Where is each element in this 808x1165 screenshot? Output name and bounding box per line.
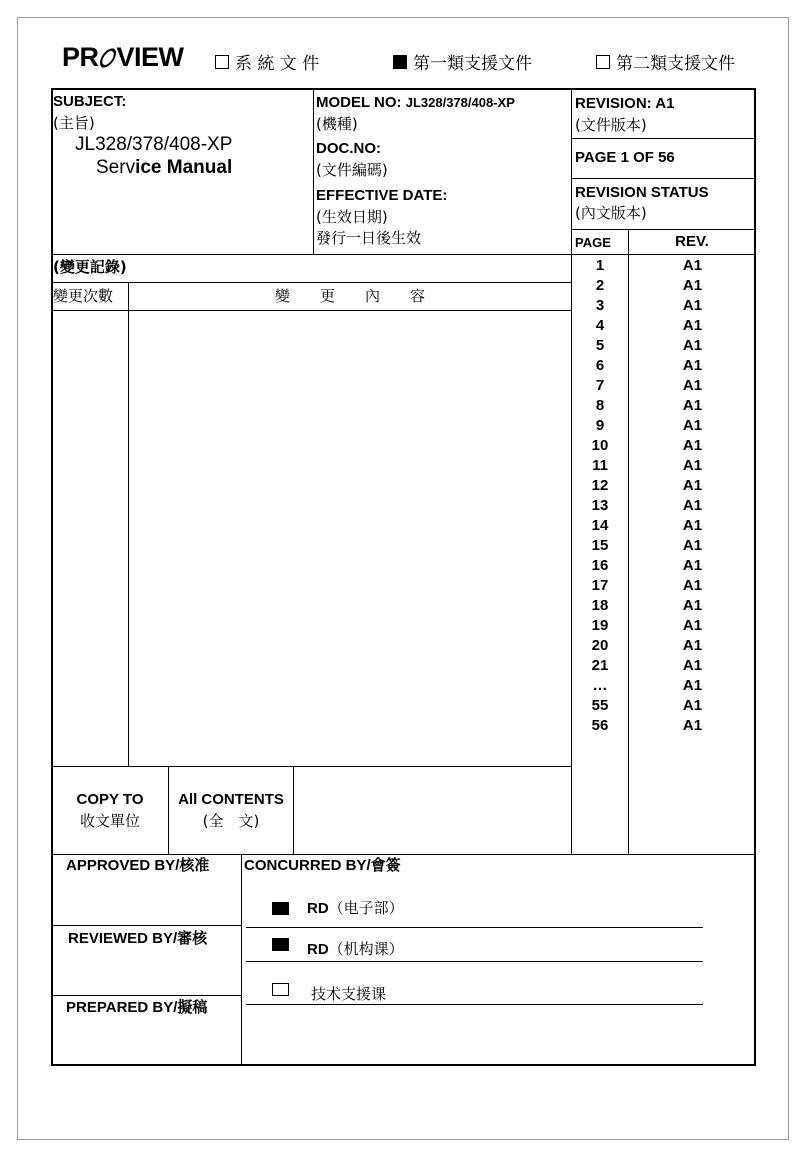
proview-logo: PR VIEW xyxy=(62,42,184,72)
revision-value: A1 xyxy=(682,677,703,694)
revision-value: A1 xyxy=(682,517,703,534)
revision-page: 14 xyxy=(591,517,609,534)
revision-value: A1 xyxy=(682,557,703,574)
revision-row xyxy=(571,456,756,476)
copy-to-label-cn: 收文單位 xyxy=(79,812,140,830)
revision-value: A1 xyxy=(682,397,703,414)
revision-row xyxy=(571,336,756,356)
change-record-label: (變更記錄) xyxy=(53,258,127,276)
page-info: PAGE 1 OF 56 xyxy=(575,149,675,166)
change-content-header: 變 更 內 容 xyxy=(274,287,425,305)
divider xyxy=(52,854,755,855)
revision-status-label-cn: (內文版本) xyxy=(575,204,647,222)
divider xyxy=(128,283,129,766)
revision-value: A1 xyxy=(682,577,703,594)
effective-date-label: EFFECTIVE DATE: xyxy=(316,187,448,204)
revision-status-list xyxy=(571,256,756,736)
checkbox-filled-icon xyxy=(272,902,289,915)
subject-label-cn: (主旨) xyxy=(53,114,95,132)
revision-row xyxy=(571,516,756,536)
revision-row xyxy=(571,396,756,416)
revision-page: 55 xyxy=(591,697,609,714)
divider xyxy=(52,310,571,311)
option-class1-support-doc[interactable] xyxy=(393,49,532,74)
option-label: 系 統 文 件 xyxy=(235,54,320,74)
checkbox-empty-icon xyxy=(215,55,229,69)
revision-row xyxy=(571,356,756,376)
revision-row xyxy=(571,376,756,396)
revision-page: … xyxy=(592,677,608,694)
col-page-header: PAGE xyxy=(575,235,611,250)
revision-value: A1 xyxy=(682,277,703,294)
revision-page: 4 xyxy=(595,317,605,334)
copy-to-value: All CONTENTS xyxy=(178,791,284,808)
model-no-field: MODEL NO: JL328/378/408-XP xyxy=(316,94,515,111)
subject-label: SUBJECT: xyxy=(53,93,127,110)
revision-page: 11 xyxy=(592,457,608,474)
option-label: 第一類支援文件 xyxy=(413,54,532,74)
revision-page: 2 xyxy=(595,277,605,294)
revision-row xyxy=(571,716,756,736)
revision-value: A1 xyxy=(682,377,703,394)
copy-to-label: COPY TO xyxy=(76,791,144,808)
revision-value: A1 xyxy=(682,297,703,314)
revision-value: A1 xyxy=(682,717,703,734)
revision-page: 1 xyxy=(595,257,605,274)
revision-row xyxy=(571,316,756,336)
revision-page: 17 xyxy=(591,577,609,594)
revision-page: 13 xyxy=(591,497,609,514)
checkbox-empty-icon xyxy=(272,983,289,996)
divider xyxy=(52,282,571,283)
revision-row xyxy=(571,276,756,296)
revision-value: A1 xyxy=(682,457,703,474)
checkbox-filled-icon xyxy=(272,938,289,951)
revision-page: 15 xyxy=(591,537,609,554)
revision-page: 21 xyxy=(591,657,609,674)
revision-row xyxy=(571,616,756,636)
revision-row xyxy=(571,636,756,656)
signature-line xyxy=(246,1004,703,1005)
checkbox-filled-icon xyxy=(393,55,407,69)
revision-value: A1 xyxy=(682,537,703,554)
prepared-by-label: PREPARED BY/擬稿 xyxy=(66,999,208,1016)
subject-title-line1: JL328/378/408-XP xyxy=(75,134,233,155)
revision-value: A1 xyxy=(682,477,703,494)
divider xyxy=(313,89,314,254)
option-label: 第二類支援文件 xyxy=(616,54,735,74)
doc-no-label: DOC.NO: xyxy=(316,140,381,157)
revision-value: A1 xyxy=(682,337,703,354)
checkbox-empty-icon xyxy=(596,55,610,69)
divider xyxy=(572,178,755,179)
signature-line xyxy=(246,927,703,928)
approved-by-label: APPROVED BY/核准 xyxy=(66,857,210,874)
revision-value: A1 xyxy=(682,697,703,714)
divider xyxy=(52,766,571,767)
revision-row xyxy=(571,476,756,496)
revision-row xyxy=(571,676,756,696)
revision-row xyxy=(571,436,756,456)
revision-page: 20 xyxy=(591,637,609,654)
revision-page: 7 xyxy=(595,377,605,394)
revision-row xyxy=(571,416,756,436)
divider xyxy=(572,229,755,230)
dept-checkbox-3 xyxy=(272,983,289,996)
revision-value: A1 xyxy=(682,657,703,674)
revision-row xyxy=(571,576,756,596)
subject-title-line2: Service Manual xyxy=(96,157,233,178)
doc-no-label-cn: (文件編碼) xyxy=(316,161,388,179)
revision-value: A1 xyxy=(682,437,703,454)
revision-label: REVISION: A1 xyxy=(575,95,675,112)
model-no-value: JL328/378/408-XP xyxy=(405,95,515,110)
revision-page: 6 xyxy=(595,357,605,374)
revision-page: 19 xyxy=(591,617,609,634)
revision-value: A1 xyxy=(682,257,703,274)
revision-page: 12 xyxy=(591,477,609,494)
revision-page: 5 xyxy=(595,337,605,354)
signature-line xyxy=(246,961,703,962)
divider xyxy=(293,767,294,854)
revision-page: 18 xyxy=(591,597,609,614)
concurred-by-label: CONCURRED BY/會簽 xyxy=(244,857,401,874)
dept-rd-electronics: RD（电子部） xyxy=(307,899,404,917)
change-count-header: 變更次數 xyxy=(53,287,114,305)
effective-date-value: 發行一日後生效 xyxy=(316,229,422,247)
revision-row xyxy=(571,696,756,716)
revision-page: 10 xyxy=(591,437,609,454)
model-label-cn: (機種) xyxy=(316,115,358,133)
revision-value: A1 xyxy=(682,637,703,654)
dept-rd-mechanical: RD（机构课） xyxy=(307,940,404,958)
revision-row xyxy=(571,256,756,276)
divider xyxy=(52,254,755,255)
dept-tech-support: 技术支援课 xyxy=(311,985,387,1003)
revision-value: A1 xyxy=(682,417,703,434)
revision-value: A1 xyxy=(682,357,703,374)
revision-page: 8 xyxy=(595,397,605,414)
option-system-doc[interactable] xyxy=(215,49,319,74)
effective-date-label-cn: (生效日期) xyxy=(316,208,388,226)
revision-page: 56 xyxy=(591,717,609,734)
revision-row xyxy=(571,656,756,676)
reviewed-by-label: REVIEWED BY/審核 xyxy=(68,930,208,947)
revision-row xyxy=(571,596,756,616)
revision-row xyxy=(571,536,756,556)
copy-to-value-cn: (全 文) xyxy=(202,812,260,830)
divider xyxy=(572,138,755,139)
revision-row xyxy=(571,556,756,576)
revision-row xyxy=(571,296,756,316)
dept-checkbox-1 xyxy=(272,902,289,915)
option-class2-support-doc[interactable] xyxy=(596,49,735,74)
revision-page: 9 xyxy=(595,417,605,434)
revision-label-cn: (文件版本) xyxy=(575,116,647,134)
revision-page: 3 xyxy=(595,297,605,314)
revision-row xyxy=(571,496,756,516)
revision-page: 16 xyxy=(591,557,609,574)
revision-status-label: REVISION STATUS xyxy=(575,184,709,201)
divider xyxy=(52,995,241,996)
revision-value: A1 xyxy=(682,497,703,514)
col-rev-header: REV. xyxy=(675,233,709,250)
divider xyxy=(52,925,241,926)
revision-value: A1 xyxy=(682,597,703,614)
revision-value: A1 xyxy=(682,617,703,634)
divider xyxy=(241,855,242,1065)
dept-checkbox-2 xyxy=(272,938,289,951)
revision-value: A1 xyxy=(682,317,703,334)
